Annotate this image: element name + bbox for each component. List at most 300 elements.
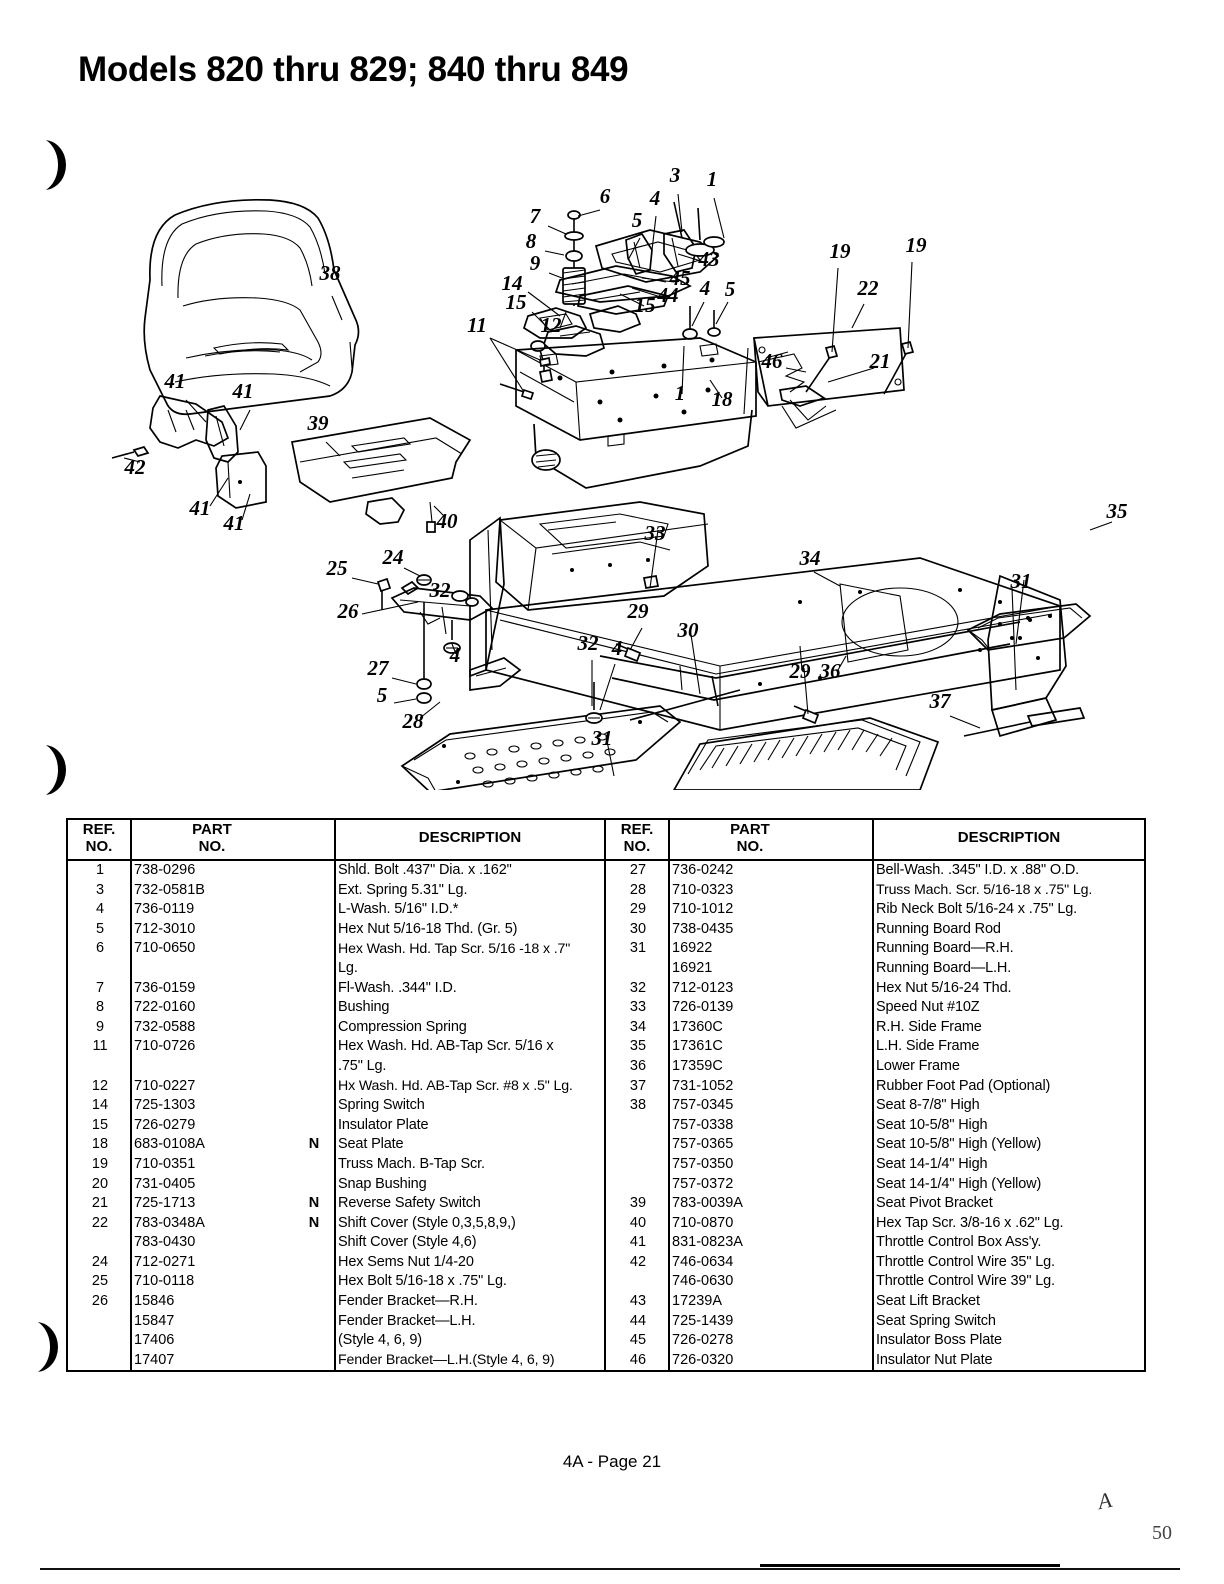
callout-4a: 4 <box>649 186 661 210</box>
cell-description: Seat 8-7/8" High <box>876 1097 980 1114</box>
cell-ref-no: 31 <box>606 939 669 959</box>
cell-part-no: 17407 <box>134 1351 175 1368</box>
callout-21: 21 <box>869 349 891 373</box>
page-bottom-edge-rule <box>40 1568 1180 1570</box>
cell-part-no: 757-0345 <box>672 1097 734 1114</box>
cell-part-no: 710-0726 <box>134 1038 196 1055</box>
table-row <box>606 860 1144 881</box>
cell-description: Seat Pivot Bracket <box>876 1195 993 1212</box>
cell-description: Fender Bracket—L.H. <box>338 1312 476 1329</box>
callout-12: 12 <box>540 313 562 337</box>
cell-ref-no: 12 <box>68 1076 131 1096</box>
main-frame-chassis <box>470 502 1066 736</box>
cell-description: Ext. Spring 5.31" Lg. <box>338 881 468 898</box>
cell-part-no: 738-0435 <box>672 920 734 937</box>
cell-part-no: 16921 <box>672 959 713 976</box>
callout-25: 25 <box>326 556 348 580</box>
table-row <box>606 1135 1144 1155</box>
cell-part-no <box>131 959 292 979</box>
callout-31b: 31 <box>591 726 613 750</box>
cell-part-no: 726-0320 <box>672 1351 734 1368</box>
table-row <box>68 1194 604 1214</box>
cell-note-flag: N <box>292 1213 335 1233</box>
cell-ref-no: 22 <box>68 1213 131 1233</box>
column-header-description: DESCRIPTION <box>873 820 1144 860</box>
cell-ref-no: 36 <box>606 1057 669 1077</box>
cell-ref-no <box>68 1350 131 1370</box>
cell-part-no: 725-1303 <box>134 1097 196 1114</box>
table-row <box>606 1096 1144 1116</box>
callout-31a: 31 <box>1010 569 1032 593</box>
cell-note-flag <box>292 1252 335 1272</box>
table-row <box>68 860 604 881</box>
callout-4d: 4 <box>611 636 623 660</box>
column-header-ref-no: REF. NO. <box>68 820 131 860</box>
cell-part-no: 710-0351 <box>134 1155 196 1172</box>
cell-note-flag <box>292 959 335 979</box>
cell-description: Hx Wash. Hd. AB-Tap Scr. #8 x .5" Lg. <box>338 1077 573 1094</box>
cell-note-flag <box>292 978 335 998</box>
cell-ref-no: 38 <box>606 1096 669 1116</box>
callout-41b: 41 <box>232 379 254 403</box>
cell-ref-no <box>606 1155 669 1175</box>
callout-1b: 1 <box>674 381 686 405</box>
cell-description: Compression Spring <box>338 1018 467 1035</box>
cell-description: Shld. Bolt .437" Dia. x .162" <box>338 862 512 878</box>
callout-41c: 41 <box>189 496 211 520</box>
cell-part-no: 757-0372 <box>672 1175 734 1192</box>
cell-ref-no: 46 <box>606 1350 669 1370</box>
cell-description: Seat 14-1/4" High (Yellow) <box>876 1175 1042 1192</box>
cell-description: Hex Bolt 5/16-18 x .75" Lg. <box>338 1273 507 1290</box>
cell-description: Bushing <box>338 999 390 1016</box>
table-row <box>68 1350 604 1370</box>
cell-ref-no <box>68 959 131 979</box>
callout-14: 14 <box>501 271 523 295</box>
cell-description: L-Wash. 5/16" I.D.* <box>338 901 459 918</box>
table-row <box>606 1057 1144 1077</box>
table-row <box>68 1213 604 1233</box>
column-header-note <box>830 820 873 860</box>
table-row <box>606 939 1144 959</box>
cell-description: Seat 10-5/8" High (Yellow) <box>876 1136 1042 1153</box>
callout-39: 39 <box>307 411 329 435</box>
cell-note-flag: N <box>292 1135 335 1155</box>
table-row <box>606 1174 1144 1194</box>
cell-note-flag <box>830 939 873 959</box>
cell-ref-no: 24 <box>68 1252 131 1272</box>
cell-ref-no <box>68 1311 131 1331</box>
cell-part-no: 17361C <box>672 1038 723 1055</box>
cell-ref-no <box>606 959 669 979</box>
table-row <box>606 978 1144 998</box>
rubber-foot-pad <box>674 708 1084 790</box>
cell-ref-no: 1 <box>68 860 131 881</box>
cell-part-no: 712-0123 <box>672 979 734 996</box>
cell-note-flag <box>830 959 873 979</box>
cell-part-no: 757-0350 <box>672 1155 734 1172</box>
cell-part-no: 731-0405 <box>134 1175 196 1192</box>
table-row <box>68 1096 604 1116</box>
table-row <box>606 1331 1144 1351</box>
cell-ref-no: 18 <box>68 1135 131 1155</box>
callout-11: 11 <box>467 313 487 337</box>
callout-6: 6 <box>599 184 611 208</box>
cell-part-no: 710-0227 <box>134 1077 196 1094</box>
cell-description: Lower Frame <box>876 1057 960 1074</box>
cell-note-flag <box>292 1037 335 1057</box>
table-row <box>606 1350 1144 1370</box>
cell-part-no: 736-0159 <box>134 979 196 996</box>
callout-30: 30 <box>677 618 699 642</box>
cell-ref-no: 27 <box>606 860 669 881</box>
cell-note-flag <box>830 919 873 939</box>
cell-description: Fender Bracket—R.H. <box>338 1293 478 1310</box>
cell-part-no: 783-0430 <box>134 1234 196 1251</box>
cell-part-no: 17239A <box>672 1293 722 1310</box>
cell-part-no: 831-0823A <box>672 1234 743 1251</box>
footer-page-label: 4A - Page 21 <box>562 1452 662 1471</box>
table-row <box>68 1115 604 1135</box>
callout-35: 35 <box>1106 499 1128 523</box>
cell-ref-no: 43 <box>606 1292 669 1312</box>
table-row <box>68 1155 604 1175</box>
cell-note-flag <box>292 1350 335 1370</box>
cell-description: Throttle Control Box Ass'y. <box>876 1234 1042 1251</box>
callout-28: 28 <box>402 709 424 733</box>
cell-description: Fl-Wash. .344" I.D. <box>338 979 457 996</box>
cell-description: Snap Bushing <box>338 1175 427 1192</box>
cell-note-flag <box>830 1331 873 1351</box>
cell-note-flag <box>830 1252 873 1272</box>
cell-description: Insulator Plate <box>338 1116 429 1133</box>
cell-note-flag <box>292 1233 335 1253</box>
cell-description: Reverse Safety Switch <box>338 1195 481 1212</box>
callout-29a: 29 <box>627 599 649 623</box>
handwritten-page-number: 50 <box>1152 1522 1172 1544</box>
cell-part-no: 736-0242 <box>672 862 734 878</box>
cell-description: Seat Lift Bracket <box>876 1293 980 1310</box>
cell-part-no: 738-0296 <box>134 862 196 878</box>
binding-hole-mark-bottom <box>36 1322 70 1372</box>
cell-part-no: 725-1439 <box>672 1312 734 1329</box>
cell-ref-no: 29 <box>606 900 669 920</box>
cell-ref-no: 20 <box>68 1174 131 1194</box>
table-row <box>606 1155 1144 1175</box>
cell-part-no: 710-0650 <box>134 940 196 957</box>
cell-part-no: 722-0160 <box>134 999 196 1016</box>
cell-note-flag <box>292 900 335 920</box>
table-row <box>606 1233 1144 1253</box>
cell-ref-no <box>606 1174 669 1194</box>
parts-table-left-half <box>68 820 606 1370</box>
callout-42: 42 <box>124 455 146 479</box>
callout-33: 33 <box>644 521 666 545</box>
column-header-part-no: PART NO. <box>131 820 292 860</box>
column-header-part-no: PART NO. <box>669 820 830 860</box>
table-row <box>68 1076 604 1096</box>
running-board-left <box>402 706 680 790</box>
cell-description: Bell-Wash. .345" I.D. x .88" O.D. <box>876 862 1080 878</box>
cell-note-flag <box>830 1017 873 1037</box>
cell-ref-no: 4 <box>68 900 131 920</box>
cell-ref-no: 30 <box>606 919 669 939</box>
table-row <box>68 939 604 959</box>
table-row <box>68 1233 604 1253</box>
callout-38: 38 <box>319 261 341 285</box>
cell-part-no: 683-0108A <box>134 1136 205 1153</box>
cell-ref-no: 45 <box>606 1331 669 1351</box>
cell-part-no: 731-1052 <box>672 1077 734 1094</box>
callout-19b: 19 <box>905 233 927 257</box>
column-header-note <box>292 820 335 860</box>
cell-description: Insulator Nut Plate <box>876 1351 993 1368</box>
cell-description: Rubber Foot Pad (Optional) <box>876 1077 1051 1094</box>
cell-note-flag <box>830 900 873 920</box>
cell-ref-no: 6 <box>68 939 131 959</box>
page-title: Models 820 thru 829; 840 thru 849 <box>78 50 629 89</box>
table-row <box>606 1076 1144 1096</box>
cell-part-no: 783-0348A <box>134 1214 205 1231</box>
running-board-right <box>968 604 1090 650</box>
cell-ref-no: 44 <box>606 1311 669 1331</box>
cell-ref-no: 8 <box>68 998 131 1018</box>
cell-ref-no: 5 <box>68 919 131 939</box>
cell-note-flag <box>292 1292 335 1312</box>
callout-44: 44 <box>657 283 679 307</box>
cell-ref-no: 32 <box>606 978 669 998</box>
parts-list-tables <box>66 818 1146 1372</box>
fastener-stack <box>563 211 585 306</box>
cell-description: Running Board Rod <box>876 920 1001 937</box>
callout-37: 37 <box>929 689 951 713</box>
cell-note-flag <box>830 1213 873 1233</box>
table-row <box>606 959 1144 979</box>
callout-46: 46 <box>761 349 783 373</box>
callout-18: 18 <box>711 387 733 411</box>
callout-8: 8 <box>525 229 537 253</box>
cell-description: Seat 10-5/8" High <box>876 1116 988 1133</box>
table-row <box>68 1252 604 1272</box>
callout-15: 15 <box>505 290 527 314</box>
cell-note-flag <box>292 919 335 939</box>
cell-part-no: 746-0634 <box>672 1253 734 1270</box>
callout-5a: 5 <box>631 208 643 232</box>
cell-description: Hex Wash. Hd. Tap Scr. 5/16 -18 x .7" <box>338 940 571 957</box>
cell-part-no: 710-0118 <box>134 1273 195 1290</box>
cell-note-flag <box>292 1155 335 1175</box>
table-row <box>68 998 604 1018</box>
cell-part-no: 732-0588 <box>134 1018 196 1035</box>
cell-part-no: 726-0279 <box>134 1116 196 1133</box>
cell-description: Truss Mach. B-Tap Scr. <box>338 1155 485 1172</box>
table-row <box>68 1017 604 1037</box>
table-row <box>68 1174 604 1194</box>
cell-description: Running Board—L.H. <box>876 959 1012 976</box>
cell-note-flag <box>830 1311 873 1331</box>
callout-4c: 4 <box>449 643 461 667</box>
table-row <box>606 880 1144 900</box>
cell-description: Hex Tap Scr. 3/8-16 x .62" Lg. <box>876 1214 1064 1231</box>
cell-ref-no: 19 <box>68 1155 131 1175</box>
table-row <box>606 1115 1144 1135</box>
callout-15b: 15 <box>634 293 656 317</box>
cell-part-no: 15847 <box>134 1312 175 1329</box>
table-row <box>606 919 1144 939</box>
table-row <box>68 1311 604 1331</box>
table-row <box>68 1331 604 1351</box>
callout-32b: 32 <box>577 631 599 655</box>
cell-ref-no: 34 <box>606 1017 669 1037</box>
table-row <box>68 959 604 979</box>
callout-19a: 19 <box>829 239 851 263</box>
table-row <box>606 1272 1144 1292</box>
callout-5b: 5 <box>724 277 736 301</box>
cell-description: Throttle Control Wire 39" Lg. <box>876 1273 1055 1290</box>
shift-cover <box>744 328 913 428</box>
cell-part-no: 712-3010 <box>134 920 196 937</box>
cell-part-no: 710-1012 <box>672 901 734 918</box>
cell-note-flag <box>292 1096 335 1116</box>
cell-description: Fender Bracket—L.H.(Style 4, 6, 9) <box>338 1352 555 1369</box>
callout-43: 43 <box>698 247 720 271</box>
cell-ref-no: 41 <box>606 1233 669 1253</box>
cell-ref-no: 40 <box>606 1213 669 1233</box>
callout-29b: 29 <box>789 659 811 683</box>
callout-40: 40 <box>436 509 458 533</box>
callout-1a: 1 <box>706 167 718 191</box>
cell-note-flag <box>830 1076 873 1096</box>
cell-note-flag <box>830 1174 873 1194</box>
cell-ref-no <box>68 1057 131 1077</box>
table-row <box>606 1252 1144 1272</box>
cell-ref-no: 15 <box>68 1115 131 1135</box>
table-row <box>606 998 1144 1018</box>
cell-ref-no: 35 <box>606 1037 669 1057</box>
cell-description: Speed Nut #10Z <box>876 999 980 1016</box>
callout-36: 36 <box>819 659 841 683</box>
cell-description: Truss Mach. Scr. 5/16-18 x .75" Lg. <box>876 881 1093 898</box>
cell-description: R.H. Side Frame <box>876 1018 982 1035</box>
callout-41: 41 <box>164 369 186 393</box>
callout-labels <box>124 163 1128 750</box>
table-row <box>606 1194 1144 1214</box>
table-row <box>606 1292 1144 1312</box>
cell-ref-no: 25 <box>68 1272 131 1292</box>
cell-note-flag <box>292 1311 335 1331</box>
cell-description: Throttle Control Wire 35" Lg. <box>876 1253 1055 1270</box>
table-row <box>68 900 604 920</box>
cell-note-flag <box>830 1057 873 1077</box>
callout-4b: 4 <box>699 276 711 300</box>
cell-part-no: 17406 <box>134 1332 175 1349</box>
callout-27: 27 <box>367 656 389 680</box>
cell-description: Rib Neck Bolt 5/16-24 x .75" Lg. <box>876 901 1078 918</box>
cell-description: L.H. Side Frame <box>876 1038 980 1055</box>
parts-table-right <box>606 820 1144 1370</box>
cell-ref-no <box>606 1135 669 1155</box>
cell-ref-no: 28 <box>606 880 669 900</box>
callout-7: 7 <box>529 204 541 228</box>
cell-description: Shift Cover (Style 0,3,5,8,9,) <box>338 1214 516 1231</box>
parts-table-right-half <box>606 820 1144 1370</box>
cell-note-flag <box>292 939 335 959</box>
cell-note-flag <box>830 1135 873 1155</box>
cell-note-flag <box>830 1350 873 1370</box>
cell-part-no <box>131 1057 292 1077</box>
cell-note-flag: N <box>292 1194 335 1214</box>
column-header-description: DESCRIPTION <box>335 820 604 860</box>
cell-note-flag <box>830 1194 873 1214</box>
cell-part-no: 757-0338 <box>672 1116 734 1133</box>
cell-note-flag <box>830 1292 873 1312</box>
cell-ref-no: 33 <box>606 998 669 1018</box>
page-bottom-edge-rule-dark <box>760 1564 1060 1567</box>
cell-ref-no: 37 <box>606 1076 669 1096</box>
cell-description: Spring Switch <box>338 1097 425 1114</box>
cell-note-flag <box>830 998 873 1018</box>
table-row <box>68 1135 604 1155</box>
table-row <box>68 880 604 900</box>
table-row <box>606 1017 1144 1037</box>
cell-note-flag <box>830 1233 873 1253</box>
callout-5c: 5 <box>376 683 388 707</box>
callout-45: 45 <box>669 266 691 290</box>
cell-description: Shift Cover (Style 4,6) <box>338 1234 477 1251</box>
cell-note-flag <box>292 1017 335 1037</box>
table-row <box>68 978 604 998</box>
cell-note-flag <box>292 998 335 1018</box>
column-header-ref-no: REF. NO. <box>606 820 669 860</box>
cell-description: Seat Spring Switch <box>876 1312 996 1329</box>
callout-22: 22 <box>857 276 879 300</box>
cell-note-flag <box>830 1096 873 1116</box>
cell-ref-no: 21 <box>68 1194 131 1214</box>
table-row <box>606 1311 1144 1331</box>
cell-part-no: 726-0139 <box>672 999 734 1016</box>
table-row <box>606 1037 1144 1057</box>
callout-41d: 41 <box>223 511 245 535</box>
callout-24: 24 <box>382 545 404 569</box>
cell-note-flag <box>292 1076 335 1096</box>
cell-note-flag <box>830 880 873 900</box>
table-row <box>68 1037 604 1057</box>
table-row <box>606 1213 1144 1233</box>
cell-description: Hex Nut 5/16-24 Thd. <box>876 979 1012 996</box>
cell-ref-no: 39 <box>606 1194 669 1214</box>
cell-note-flag <box>292 1331 335 1351</box>
callout-9: 9 <box>529 251 541 275</box>
cell-ref-no <box>68 1233 131 1253</box>
cell-part-no: 17360C <box>672 1018 723 1035</box>
table-header-row <box>68 820 604 860</box>
callout-3: 3 <box>669 163 681 187</box>
cell-ref-no: 26 <box>68 1292 131 1312</box>
cell-note-flag <box>292 1174 335 1194</box>
cell-note-flag <box>830 1115 873 1135</box>
cell-part-no: 725-1713 <box>134 1195 196 1212</box>
cell-part-no: 712-0271 <box>134 1253 196 1270</box>
cell-part-no: 732-0581B <box>134 881 205 898</box>
cell-part-no: 17359C <box>672 1057 723 1074</box>
cell-description: Seat 14-1/4" High <box>876 1155 988 1172</box>
cell-part-no: 736-0119 <box>134 901 195 918</box>
cell-description: Insulator Boss Plate <box>876 1332 1002 1349</box>
cell-ref-no: 11 <box>68 1037 131 1057</box>
table-row <box>68 1272 604 1292</box>
cell-part-no: 16922 <box>672 940 713 957</box>
cell-description: Hex Sems Nut 1/4-20 <box>338 1253 474 1270</box>
